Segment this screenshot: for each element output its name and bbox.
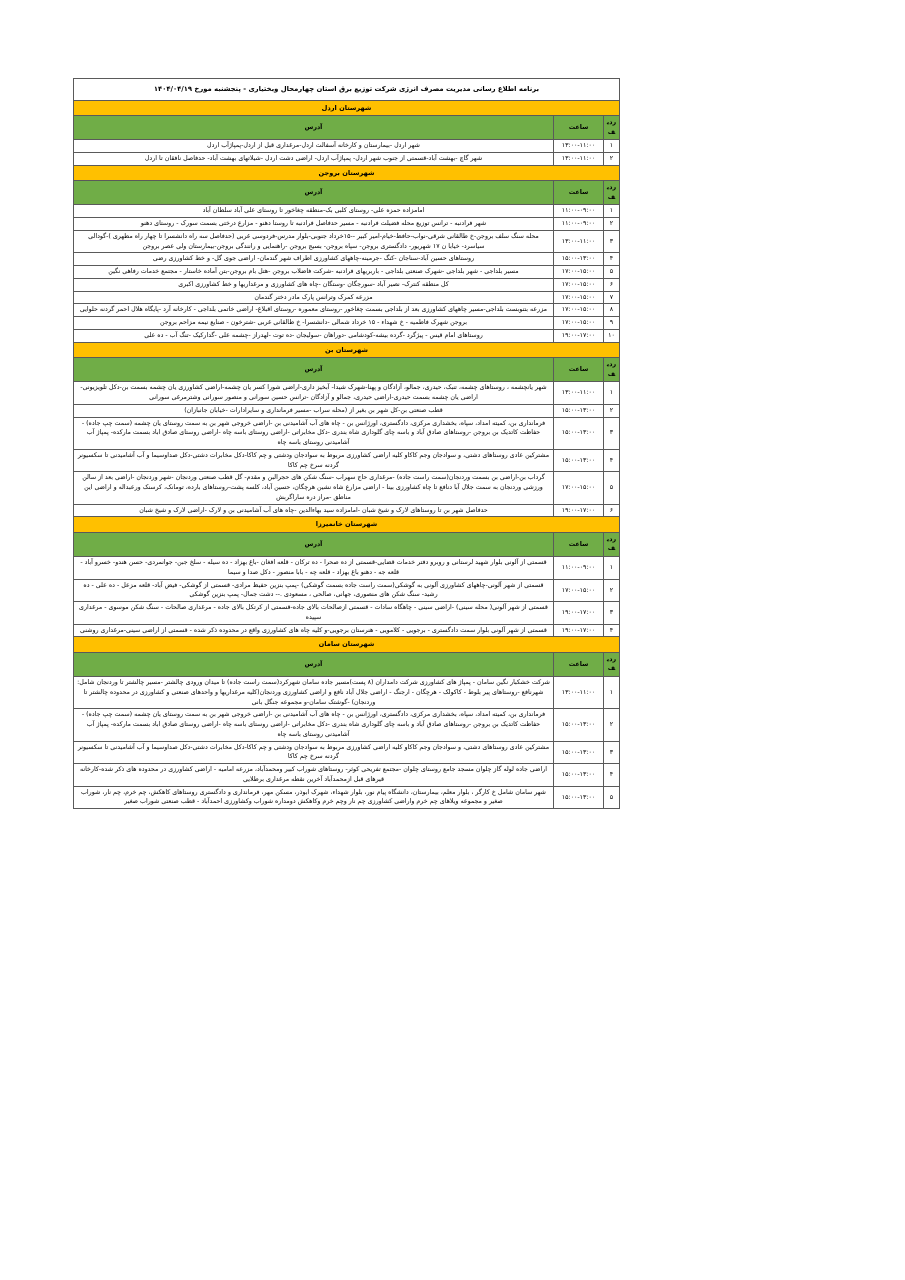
row-number: ۱: [604, 557, 620, 580]
row-number: ۴: [604, 449, 620, 472]
outage-time: ۱۵:۰۰-۱۳:۰۰: [554, 764, 604, 787]
city-section-header: [73, 165, 619, 180]
city-section-header: [73, 342, 619, 357]
outage-address: محله سنگ سلف بروجن-خ طالقانی شرقی-نواب-حافظ-خیام-امیر کبیر --۱۵خرداد جنوبی-بلوار مدرس-فردوسی غربی (حدفاصل سه راه دانشسرا تا چهار راه مطهری )-گودالی سیاسرد- خیابا ن ۱۷ شهریور- دادگستری بروجن- سپاه بروجن- بسیج بروجن -راهنمایی و رانندگی بروجن-بیمارستان ولی عصر بروجن: [73, 230, 553, 253]
row-number: ۵: [604, 786, 620, 809]
city-section-header: [73, 517, 619, 532]
row-number: ۳: [604, 417, 620, 449]
outage-time: ۱۳:۰۰-۱۱:۰۰: [554, 382, 604, 405]
column-header-row-number: ردیف: [604, 532, 620, 557]
column-header-time: ساعت: [554, 532, 604, 557]
outage-address: مشترکین عادی روستاهای دشتی، و سوادجان وجم کاکاو کلیه اراضی کشاورزی مربوط به سوادجان ودشتی و چم کاکا-دکل مخابرات دشتی-دکل صداوسیما و آب آشامیدنی تا سکسیونر گردنه سرخ چم کاکا: [73, 449, 553, 472]
column-header-address: آدرس: [73, 115, 553, 140]
row-number: ۱: [604, 205, 620, 218]
table-row: [73, 449, 619, 472]
table-row: [73, 677, 619, 709]
table-row: [73, 329, 619, 342]
table-row: [73, 557, 619, 580]
outage-address: کل منطقه کنترک- نصیر آباد -سورجگان -وستگان -چاه های کشاورزی و مرغداریها و خط کشاورزی اکبری: [73, 278, 553, 291]
row-number: ۲: [604, 579, 620, 602]
outage-address: قسمتی از شهر آلونی-چاههای کشاورزی آلونی به گوشکی(سمت راست جاده بسمت گوشکی) -پمپ بنزین حفیظ مرادی- قسمتی از گوشکی- فیض آباد- قلعه مزعل - ده علی - ده رشید- سنگ شکن های منصوری، جهانی، صالحی ، مسعودی .-- دشت جمال- پمپ بنزین گوشکی: [73, 579, 553, 602]
outage-time: ۱۷:۰۰-۱۵:۰۰: [554, 472, 604, 504]
outage-time: ۱۳:۰۰-۱۱:۰۰: [554, 677, 604, 709]
outage-address: قسمتی از شهر آلونی بلوار سمت دادگستری - برجویی - کلامویی - هنرستان برجویی-و کلیه چاه های کشاورزی واقع در محدوده ذکر شده - قسمتی از اراضی سینی-مرغداری روشنی: [73, 624, 553, 637]
table-row: [73, 404, 619, 417]
row-number: ۱: [604, 677, 620, 709]
outage-address: شرکت خشکبار نگین سامان - پمپاژ های کشاورزی شرکت دامداران (۸ پست)مسیر جاده سامان شهرکرد(سمت راست جاده) تا میدان ورودی چالشتر -مسیر چالشتر تا وردنجان شامل: شهرنافع -روستاهای پیر بلوط - کاکولک - هرچگان - ارجنگ - اراضی جلال آباد نافع و اراضی کشاورزی وردنجان(کلیه مرغداریها و واحدهای صنعتی و کشاورزی در محدوده چالشتر تا وردنجان) -گوشتک سامان-و مجموعه جنگل بانی: [73, 677, 553, 709]
outage-time: ۱۱:۰۰-۰۹:۰۰: [554, 557, 604, 580]
table-row: [73, 741, 619, 764]
outage-address: قطب صنعتی بن-کل شهر بن بغیر از (محله سراب -مسیر فرمانداری و سایرادارات -خیابان جانبازان): [73, 404, 553, 417]
outage-schedule-sheet: [74, 78, 620, 809]
outage-time: ۱۵:۰۰-۱۳:۰۰: [554, 741, 604, 764]
outage-address: مشترکین عادی روستاهای دشتی، و سوادجان وجم کاکاو کلیه اراضی کشاورزی مربوط به سوادجان ودشتی و چم کاکا-دکل مخابرات دشتی-دکل صداوسیما و آب آشامیدنی تا سکسیونر گردنه سرخ چم کاکا: [73, 741, 553, 764]
outage-time: ۱۷:۰۰-۱۵:۰۰: [554, 291, 604, 304]
column-header-row: [73, 357, 619, 382]
row-number: ۵: [604, 266, 620, 279]
outage-time: ۱۷:۰۰-۱۵:۰۰: [554, 278, 604, 291]
table-row: [73, 579, 619, 602]
city-name: شهرستان اردل: [73, 100, 619, 115]
outage-address: شهر فرادنبه - ترانس توزیع محله فضیلت فرادنبه - مسیر حدفاصل فرادنبه تا روستا دهنو - مزارع درختی بسمت سورک - روستای دهنو: [73, 218, 553, 231]
row-number: ۸: [604, 304, 620, 317]
outage-time: ۱۱:۰۰-۰۹:۰۰: [554, 218, 604, 231]
row-number: ۲: [604, 218, 620, 231]
table-row: [73, 602, 619, 625]
column-header-time: ساعت: [554, 115, 604, 140]
outage-address: قسمتی از آلونی بلوار شهید لرستانی و روبرو دفتر خدمات قضایی-قسمتی از ده صحرا - ده ترکان - قلعه افغان -باغ بهزاد - ده سیله - سلخ جبن- جوانمردی- حسن هندو- خسرو آباد - قلعه جه - دهنو باغ بهزاد - قلعه چه - بابا منصور - دکل صدا و سیما: [73, 557, 553, 580]
table-row: [73, 382, 619, 405]
column-header-address: آدرس: [73, 180, 553, 205]
outage-address: فرمانداری بن، کمیته امداد، سپاه، بخشداری مرکزی، دادگستری، اورژانس بن - چاه های آب آشامیدنی بن -اراضی خروجی شهر بن به سمت روستای یان چشمه (سمت چپ جاده) - حفاظت کاتدیک بن بروجن -روستاهای صادق آباد و باسه چای گلوداری شاه بندری -دکل مخابراتی -اراضی روستای باسه چاه -اراضی روستای صادق اباد بسمت مارکده- پمپاژ آب آشامیدنی روستای باسه چاه: [73, 417, 553, 449]
outage-address: بروجن شهرک فاطمیه - خ شهداء - ۱۵ خرداد شمالی -دانشسرا- خ طالقانی غربی -شترخون - صنایع نیمه مزاحم بروجن: [73, 317, 553, 330]
table-row: [73, 472, 619, 504]
row-number: ۷: [604, 291, 620, 304]
city-section-header: [73, 637, 619, 652]
outage-address: شهر یانچشمه ، روستاهای چشمه، تنبک، حیدری، جمالو، آزادگان و پهنا-شهرک شیدا- آبخیز داری-اراضی شورا کسر یان چشمه-اراضی کشاورزی یان چشمه بسمت بن-دکل تلویزیونی-اراضی یان چشمه بسمت حیدری-اراضی حیدری، جمالو و آزادگان -ترانس حسین سورانی و منصور سورانی وشترمرغی سورانی: [73, 382, 553, 405]
city-name: شهرستان خانمیرزا: [73, 517, 619, 532]
outage-time: ۱۵:۰۰-۱۳:۰۰: [554, 786, 604, 809]
outage-address: اراضی جاده لوله گاز چلوان مسجد جامع روستای چلوان -مجتمع تفریحی کوثر- روستاهای شوراب کبیر ومحمدآباد، مزرعه امامیه - اراضی کشاورزی در محدوده های ذکر شده-کارخانه قیرهای قبل ازمحمدآباد آخرین نقطه مرغداری برطلایی: [73, 764, 553, 787]
city-section-header: [73, 100, 619, 115]
column-header-row-number: ردیف: [604, 652, 620, 677]
column-header-row-number: ردیف: [604, 115, 620, 140]
table-row: [73, 417, 619, 449]
city-name: شهرستان سامان: [73, 637, 619, 652]
outage-time: ۱۳:۰۰-۱۱:۰۰: [554, 230, 604, 253]
outage-address: شهر اردل -بیمارستان و کارخانه آسفالت اردل-مرغداری قبل از اردل-پمپاژآب اردل: [73, 140, 553, 153]
row-number: ۶: [604, 278, 620, 291]
column-header-time: ساعت: [554, 180, 604, 205]
city-name: شهرستان بن: [73, 342, 619, 357]
outage-time: ۱۱:۰۰-۰۹:۰۰: [554, 205, 604, 218]
table-row: [73, 218, 619, 231]
column-header-row-number: ردیف: [604, 357, 620, 382]
outage-address: حدفاصل شهر بن تا روستاهای لارک و شیخ شبان -امامزاده سید بهاءالدین -چاه های آب آشامیدنی بن و لارک -اراضی لارک و شیخ شبان: [73, 504, 553, 517]
table-row: [73, 140, 619, 153]
row-number: ۲: [604, 153, 620, 166]
document-title: برنامه اطلاع رسانی مدیریت مصرف انرژی شرکت توزیع برق استان چهارمحال وبختیاری - پنجشنبه مورخ ۱۴۰۴/۰۴/۱۹: [73, 79, 619, 101]
outage-time: ۱۹:۰۰-۱۷:۰۰: [554, 504, 604, 517]
outage-address: مزرعه کمرک وترانس پارک مادر دختر گندمان: [73, 291, 553, 304]
row-number: ۱۰: [604, 329, 620, 342]
row-number: ۱: [604, 382, 620, 405]
outage-address: گرداب بن-اراضی بن بسمت وردنجان(سمت راست جاده) -مرغداری حاج سهراب -سنگ شکن های حجرالبن و مقدم- گل قطب صنعتی وردنجان -شهر وردنجان -اراضی بعد از سالن ورزشی وردنجان به سمت جلال آبا دنافع تا چاه کشاورزی بینا - اراضی مزارع شاه نشین هرچگان، حسین آباد، کلسه پشت-روستاهای بارده، تومانک، کرسنک ورعبداله و اراضی این مناطق -مراز دره ساراگربش: [73, 472, 553, 504]
column-header-row: [73, 652, 619, 677]
outage-time: ۱۷:۰۰-۱۵:۰۰: [554, 579, 604, 602]
row-number: ۳: [604, 741, 620, 764]
outage-time: ۱۵:۰۰-۱۳:۰۰: [554, 709, 604, 741]
table-row: [73, 504, 619, 517]
outage-time: ۱۵:۰۰-۱۳:۰۰: [554, 253, 604, 266]
table-row: [73, 709, 619, 741]
table-row: [73, 764, 619, 787]
outage-address: مزرعه بتنوبست بلداجی-مسیر چاههای کشاورزی بعد از بلداجی بسمت چغاخور -روستای معموره -روستای اقبلاغ- اراضی خاتمی بلداجی - کارخانه آرد -پایگاه هلال احمر گردنه حلوایی: [73, 304, 553, 317]
outage-address: مسیر بلداجی - شهر بلداجی -شهرک صنعتی بلداجی - باربریهای فرادنبه -شرکت فاضلاب بروجن -هتل بام بروجن-بتن آماده خاستار - مجتمع خدمات رفاهی نگین: [73, 266, 553, 279]
outage-time: ۱۹:۰۰-۱۷:۰۰: [554, 624, 604, 637]
outage-time: ۱۷:۰۰-۱۵:۰۰: [554, 317, 604, 330]
outage-time: ۱۹:۰۰-۱۷:۰۰: [554, 329, 604, 342]
row-number: ۹: [604, 317, 620, 330]
outage-time: ۱۹:۰۰-۱۷:۰۰: [554, 602, 604, 625]
outage-address: شهر سامان شامل خ کارگر ، بلوار معلم، بیمارستان، دانشگاه پیام نور، بلوار شهداء، شهرک ابوذر، مسکن مهر، فرمانداری و دادگستری روستاهای کاهکش، چم خرم، چم نار، شوراب صغیر و مجموعه ویلاهای چم خرم واراضی کشاورزی چم نار وچم خرم وکاهکش دومداره شوراب وکشاورزی احمدآباد - قطب صنعتی شوراب صغیر: [73, 786, 553, 809]
row-number: ۴: [604, 624, 620, 637]
column-header-row: [73, 532, 619, 557]
outage-address: فرمانداری بن، کمیته امداد، سپاه، بخشداری مرکزی، دادگستری، اورژانس بن - چاه های آب آشامیدنی بن -اراضی خروجی شهر بن به سمت روستای یان چشمه (سمت چپ جاده) - حفاظت کاتدیک بن بروجن -روستاهای صادق آباد و باسه چای گلوداری شاه بندری -دکل مخابراتی -اراضی روستای باسه چاه -اراضی روستای صادق اباد بسمت مارکده- پمپاژ آب آشامیدنی روستای باسه چاه: [73, 709, 553, 741]
row-number: ۶: [604, 504, 620, 517]
row-number: ۴: [604, 253, 620, 266]
table-row: [73, 230, 619, 253]
row-number: ۱: [604, 140, 620, 153]
outage-address: روستاهای امام قیس - پیژگرد -گرده بیشه-کودشامی -دوراهان -سولیجان -ده توت -لهدراز -چشمه علی -گدارکیک -تنگ آب - ده علی: [73, 329, 553, 342]
row-number: ۳: [604, 230, 620, 253]
outage-time: ۱۳:۰۰-۱۱:۰۰: [554, 140, 604, 153]
column-header-address: آدرس: [73, 532, 553, 557]
table-row: [73, 317, 619, 330]
outage-schedule-table: [73, 78, 620, 809]
outage-time: ۱۵:۰۰-۱۳:۰۰: [554, 449, 604, 472]
outage-time: ۱۷:۰۰-۱۵:۰۰: [554, 266, 604, 279]
outage-time: ۱۳:۰۰-۱۱:۰۰: [554, 153, 604, 166]
table-row: [73, 786, 619, 809]
outage-time: ۱۷:۰۰-۱۵:۰۰: [554, 304, 604, 317]
table-row: [73, 291, 619, 304]
outage-time: ۱۵:۰۰-۱۳:۰۰: [554, 417, 604, 449]
outage-address: قسمتی از شهر آلونی( محله سینی) -اراضی سینی - چاهگاه سادات - قسمتی ازصالحات بالای جاده-قسمتی از کرتکل بالای جاده - مرغداری صالحات - سنگ شکن موسوی - مرغداری سپیده: [73, 602, 553, 625]
outage-time: ۱۵:۰۰-۱۳:۰۰: [554, 404, 604, 417]
table-row: [73, 266, 619, 279]
document-title-row: [73, 79, 619, 101]
row-number: ۵: [604, 472, 620, 504]
column-header-row: [73, 115, 619, 140]
column-header-row-number: ردیف: [604, 180, 620, 205]
table-row: [73, 278, 619, 291]
table-row: [73, 304, 619, 317]
table-row: [73, 153, 619, 166]
outage-address: امامزاده حمزه علی- روستای کلبی بک-منطقه چغاخور تا روستای علی آباد سلطان آباد: [73, 205, 553, 218]
table-row: [73, 253, 619, 266]
column-header-time: ساعت: [554, 357, 604, 382]
column-header-row: [73, 180, 619, 205]
row-number: ۲: [604, 709, 620, 741]
row-number: ۴: [604, 764, 620, 787]
column-header-address: آدرس: [73, 652, 553, 677]
row-number: ۲: [604, 404, 620, 417]
outage-address: شهر گاچ -بهشت آباد-قسمتی از جنوب شهر اردل- پمپاژآب اردل- اراضی دشت اردل -شیلاتهای بهشت آباد- حدفاصل نافقان تا اردل: [73, 153, 553, 166]
outage-address: روستاهای حسین آباد-سناجان -کنگ -جرمینه-چاههای کشاورزی اطراف شهر گندمان- اراضی جوی گل- و خط کشاورزی رضی: [73, 253, 553, 266]
column-header-time: ساعت: [554, 652, 604, 677]
table-row: [73, 624, 619, 637]
column-header-address: آدرس: [73, 357, 553, 382]
row-number: ۳: [604, 602, 620, 625]
table-row: [73, 205, 619, 218]
city-name: شهرستان بروجن: [73, 165, 619, 180]
